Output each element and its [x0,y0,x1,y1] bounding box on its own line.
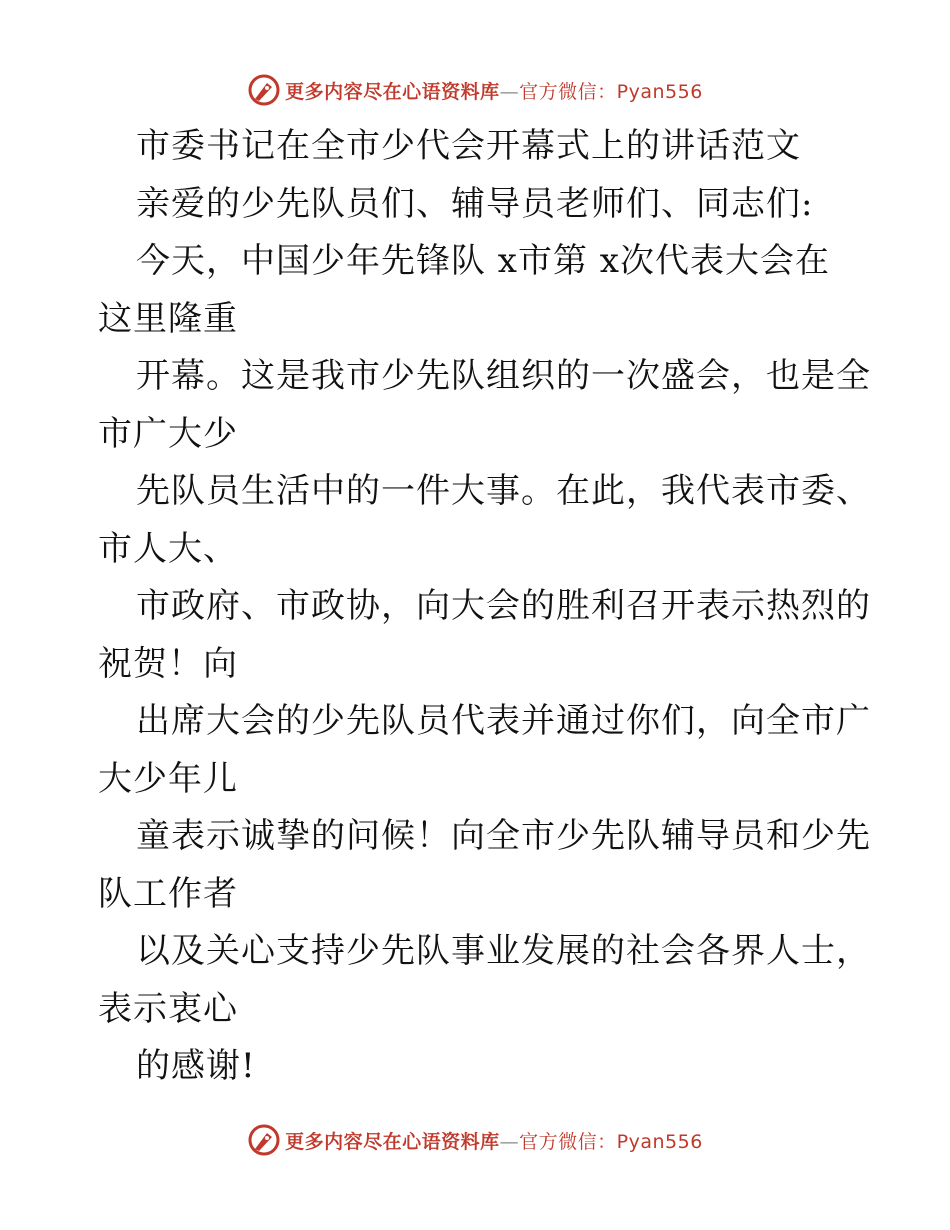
header-banner-separator: — [499,80,520,103]
text-line: 表示衷心 [98,988,238,1029]
text-line: 的感谢! [136,1046,256,1086]
header-banner-slogan: 更多内容尽在心语资料库 [285,80,500,103]
header-banner [0,70,950,110]
footer-banner-wechat: 官方微信：Pyan556 [519,1130,703,1153]
text-line: 这里隆重 [98,298,238,339]
text-line: 祝贺！向 [98,643,238,684]
text-line: 队工作者 [98,873,238,914]
pen-nib-circle-icon [247,1123,281,1157]
footer-banner-separator: — [499,1130,520,1153]
text-line: 童表示诚挚的问候！向全市少先队辅导员和少先 [136,816,871,856]
document-body [98,118,871,1096]
text-line: 大少年儿 [98,758,238,799]
text-line: 今天，中国少年先锋队 x市第 x次代表大会在 [136,241,830,281]
text-line: 市政府、市政协，向大会的胜利召开表示热烈的 [136,586,871,626]
text-line: 出席大会的少先队员代表并通过你们，向全市广 [136,701,871,741]
header-banner-wechat: 官方微信：Pyan556 [519,80,703,103]
text-line: 先队员生活中的一件大事。在此，我代表市委、 [136,471,871,511]
document-title: 市委书记在全市少代会开幕式上的讲话范文 [136,126,801,166]
text-line: 亲爱的少先队员们、辅导员老师们、同志们: [136,183,814,224]
text-line: 市人大、 [98,528,238,569]
footer-banner [0,1120,950,1160]
pen-nib-circle-icon [247,73,281,107]
footer-banner-text [285,1127,703,1154]
text-line: 开幕。这是我市少先队组织的一次盛会，也是全 [136,356,871,396]
text-line: 以及关心支持少先队事业发展的社会各界人士， [136,931,871,971]
text-line: 市广大少 [98,413,238,454]
footer-banner-slogan: 更多内容尽在心语资料库 [285,1130,500,1153]
header-banner-text [285,77,703,104]
